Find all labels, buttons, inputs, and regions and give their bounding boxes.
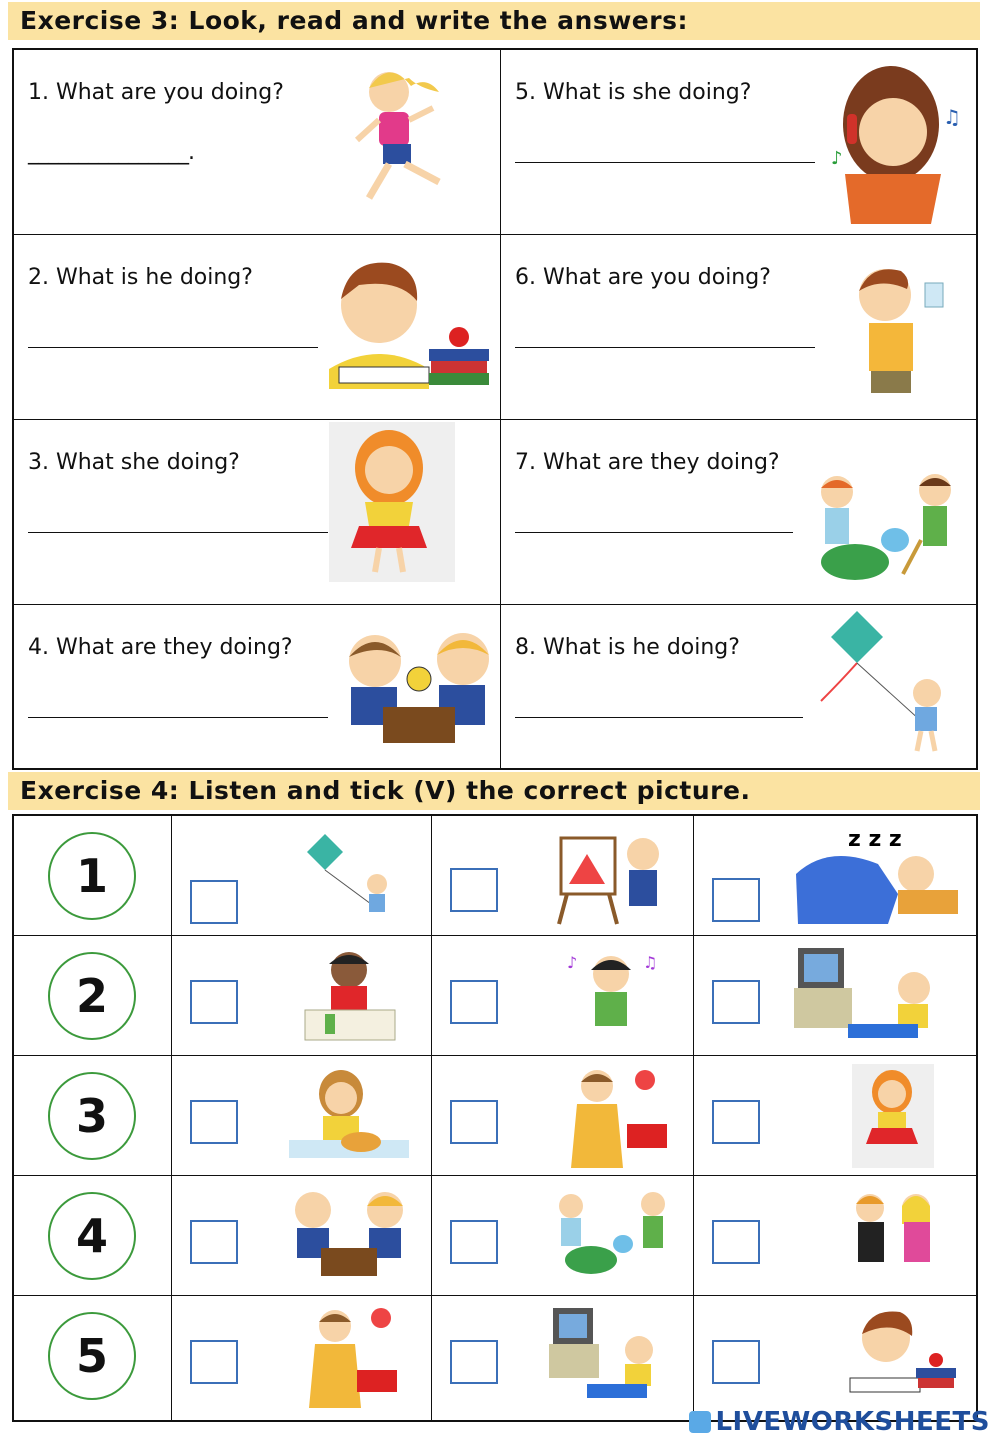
row-2-number: 2 <box>48 952 136 1040</box>
question-1-text: 1. What are you doing? <box>28 80 284 105</box>
tick-box[interactable] <box>190 980 238 1024</box>
row-1-number: 1 <box>48 832 136 920</box>
tick-box[interactable] <box>450 1220 498 1264</box>
cleaning-picture <box>547 1184 677 1288</box>
row-1-option-1 <box>172 816 432 935</box>
liveworksheets-watermark <box>689 1407 990 1437</box>
answer-line-7[interactable] <box>515 532 793 533</box>
row-3-option-3 <box>694 1056 976 1175</box>
question-cell-5 <box>501 50 976 235</box>
question-4-text: 4. What are they doing? <box>28 635 293 660</box>
watermark-text: LIVEWORKSHEETS <box>715 1407 990 1437</box>
exercise-3-table <box>12 48 978 770</box>
question-8-text: 8. What is he doing? <box>515 635 740 660</box>
row-1-option-2 <box>432 816 694 935</box>
question-cell-4 <box>14 605 501 768</box>
question-cell-8 <box>501 605 976 768</box>
running-girl-picture <box>349 58 469 218</box>
sleeping-picture <box>788 824 968 928</box>
boy-kite-picture <box>811 611 961 761</box>
watching-tv-picture <box>547 1304 677 1408</box>
row-3-number: 3 <box>48 1072 136 1160</box>
question-5-text: 5. What is she doing? <box>515 80 752 105</box>
answer-line-8[interactable] <box>515 717 803 718</box>
liveworksheets-logo-icon <box>689 1411 711 1433</box>
tick-box[interactable] <box>190 1100 238 1144</box>
tick-box[interactable] <box>450 1340 498 1384</box>
tick-box[interactable] <box>712 1220 760 1264</box>
playing-chess-picture <box>285 1184 415 1288</box>
exercise-4-title: Exercise 4: Listen and tick (V) the correct picture. <box>8 772 980 810</box>
row-3-option-2 <box>432 1056 694 1175</box>
tick-box[interactable] <box>450 1100 498 1144</box>
svg-text:♫: ♫ <box>943 105 961 129</box>
row-5-option-3 <box>694 1296 976 1420</box>
exercise-4-row-4 <box>14 1176 976 1296</box>
svg-text:♪: ♪ <box>567 953 578 972</box>
exercise-4-table <box>12 814 978 1422</box>
row-4-option-1 <box>172 1176 432 1295</box>
row-5-number-cell <box>14 1296 172 1420</box>
girl-music-picture <box>831 54 971 224</box>
row-5-option-2 <box>432 1296 694 1420</box>
answer-line-4[interactable] <box>28 717 328 718</box>
question-2-text: 2. What is he doing? <box>28 265 253 290</box>
row-2-number-cell <box>14 936 172 1055</box>
watching-tv-picture <box>788 944 968 1048</box>
exercise-4-row-5 <box>14 1296 976 1420</box>
question-cell-3 <box>14 420 501 605</box>
exercise-4-row-1 <box>14 816 976 936</box>
row-2-option-2 <box>432 936 694 1055</box>
row-1-option-3 <box>694 816 976 935</box>
singing-duet-picture <box>830 1184 960 1288</box>
cooking-picture <box>285 1304 415 1408</box>
drawing-picture <box>285 944 415 1048</box>
exercise-4-row-2 <box>14 936 976 1056</box>
tick-box[interactable] <box>190 1220 238 1264</box>
question-6-text: 6. What are you doing? <box>515 265 771 290</box>
tick-box[interactable] <box>712 1100 760 1144</box>
answer-line-2[interactable] <box>28 347 318 348</box>
cooking-picture <box>547 1064 677 1168</box>
reading-picture <box>830 1304 960 1408</box>
listening-music-picture <box>547 944 677 1048</box>
kids-chess-picture <box>339 627 499 752</box>
row-5-option-1 <box>172 1296 432 1420</box>
row-3-option-1 <box>172 1056 432 1175</box>
boy-reading-picture <box>319 249 494 399</box>
kids-cleaning-picture <box>799 470 969 590</box>
tick-box[interactable] <box>712 1340 760 1384</box>
row-4-number-cell <box>14 1176 172 1295</box>
tick-box[interactable] <box>712 878 760 922</box>
boy-drinking-picture <box>841 255 961 405</box>
tick-box[interactable] <box>190 880 238 924</box>
question-cell-1 <box>14 50 501 235</box>
painting-picture <box>547 824 677 928</box>
exercise-3-title: Exercise 3: Look, read and write the answers: <box>8 2 980 40</box>
tick-box[interactable] <box>450 980 498 1024</box>
question-cell-2 <box>14 235 501 420</box>
tick-box[interactable] <box>712 980 760 1024</box>
tick-box[interactable] <box>190 1340 238 1384</box>
question-7-text: 7. What are they doing? <box>515 450 780 475</box>
row-3-number-cell <box>14 1056 172 1175</box>
svg-text:z z z: z z z <box>848 827 902 852</box>
answer-line-6[interactable] <box>515 347 815 348</box>
exercise-4-row-3 <box>14 1056 976 1176</box>
row-2-option-1 <box>172 936 432 1055</box>
svg-text:♪: ♪ <box>831 148 843 169</box>
flying-kite-picture <box>285 824 415 928</box>
question-cell-7 <box>501 420 976 605</box>
question-3-text: 3. What she doing? <box>28 450 240 475</box>
singing-picture <box>852 1064 934 1168</box>
eating-picture <box>285 1064 415 1168</box>
answer-line-5[interactable] <box>515 162 815 163</box>
row-2-option-3 <box>694 936 976 1055</box>
row-4-number: 4 <box>48 1192 136 1280</box>
answer-line-3[interactable] <box>28 532 328 533</box>
row-1-number-cell <box>14 816 172 935</box>
svg-text:♫: ♫ <box>643 953 658 972</box>
row-4-option-2 <box>432 1176 694 1295</box>
girl-singing-picture <box>329 422 455 582</box>
row-5-number: 5 <box>48 1312 136 1400</box>
question-cell-6 <box>501 235 976 420</box>
row-4-option-3 <box>694 1176 976 1295</box>
answer-blank-1[interactable]: ________________. <box>28 140 194 165</box>
tick-box[interactable] <box>450 868 498 912</box>
